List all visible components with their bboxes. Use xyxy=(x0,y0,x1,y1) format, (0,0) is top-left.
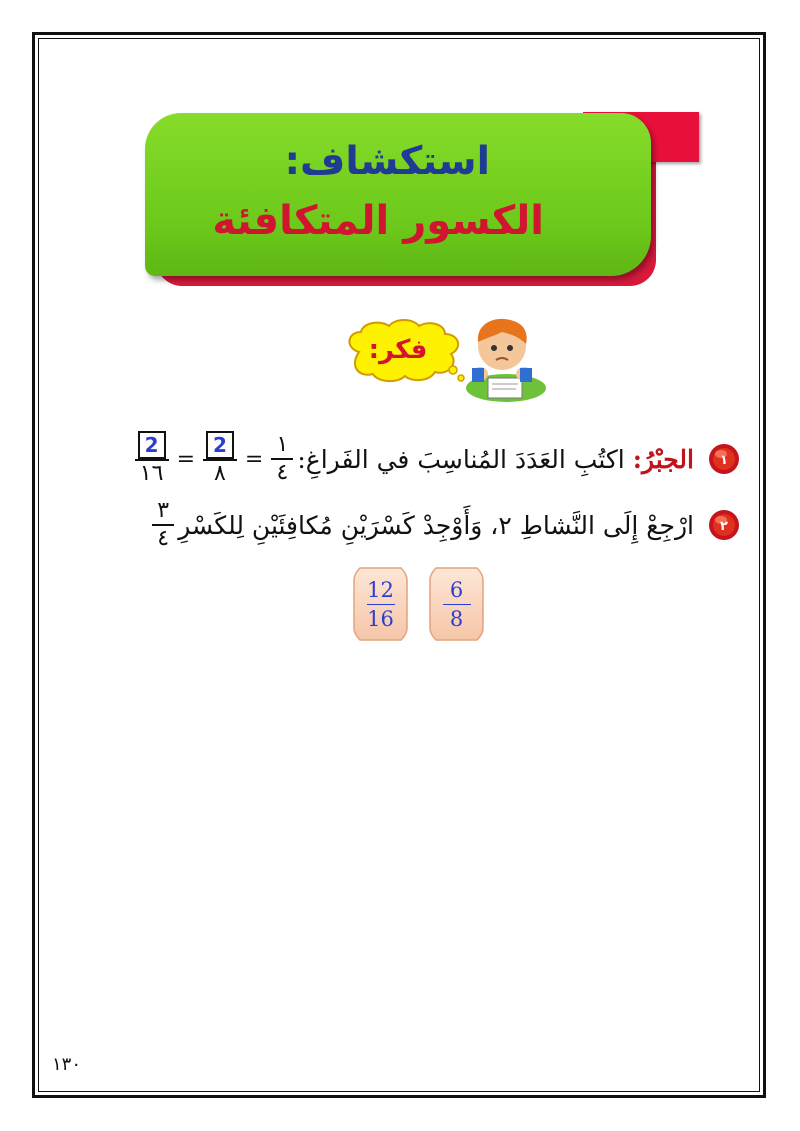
card-denominator: 8 xyxy=(449,606,464,631)
thinking-child-icon xyxy=(458,312,548,404)
item-label: الجبْرُ: xyxy=(632,444,694,474)
lesson-subtitle: الكسور المتكافئة xyxy=(212,198,544,244)
item-text: اكتُبِ العَدَدَ المُناسِبَ في الفَراغِ: xyxy=(297,444,625,474)
fraction-given: $\frac{٣}{٤}$ xyxy=(152,500,174,550)
equals-sign: = xyxy=(176,446,195,472)
lesson-title: استكشاف: xyxy=(284,139,490,184)
card-numerator: 6 xyxy=(449,577,464,602)
answer-card xyxy=(428,566,485,642)
think-label: فكر: xyxy=(368,335,428,365)
answer-box[interactable]: 2 xyxy=(206,431,234,459)
fraction-given: $\frac{١}{٤}$ xyxy=(271,434,293,484)
item-number: ٢ xyxy=(720,519,728,534)
answer-card xyxy=(352,566,409,642)
number-bullet-icon xyxy=(708,509,740,541)
equals-sign: = xyxy=(244,446,264,472)
item-number: ١ xyxy=(720,453,728,468)
card-denominator: 16 xyxy=(367,606,394,631)
card-numerator: 12 xyxy=(367,577,394,602)
fraction-answer-2: $\frac{2}{١٦}$ xyxy=(135,434,169,485)
number-bullet-icon xyxy=(708,443,740,475)
page-number: ١٣٠ xyxy=(52,1054,82,1075)
exercise-item-1 xyxy=(131,430,740,488)
item-text: ارْجِعْ إِلَى النَّشاطِ ٢، وَأَوْجِدْ كَسْرَيْنِ مُكافِئَيْنِ لِلكَسْرِ xyxy=(178,510,694,540)
exercise-item-2 xyxy=(148,495,740,555)
answer-box[interactable]: 2 xyxy=(138,431,166,459)
fraction-answer-1: $\frac{2}{٨}$ xyxy=(203,434,237,485)
